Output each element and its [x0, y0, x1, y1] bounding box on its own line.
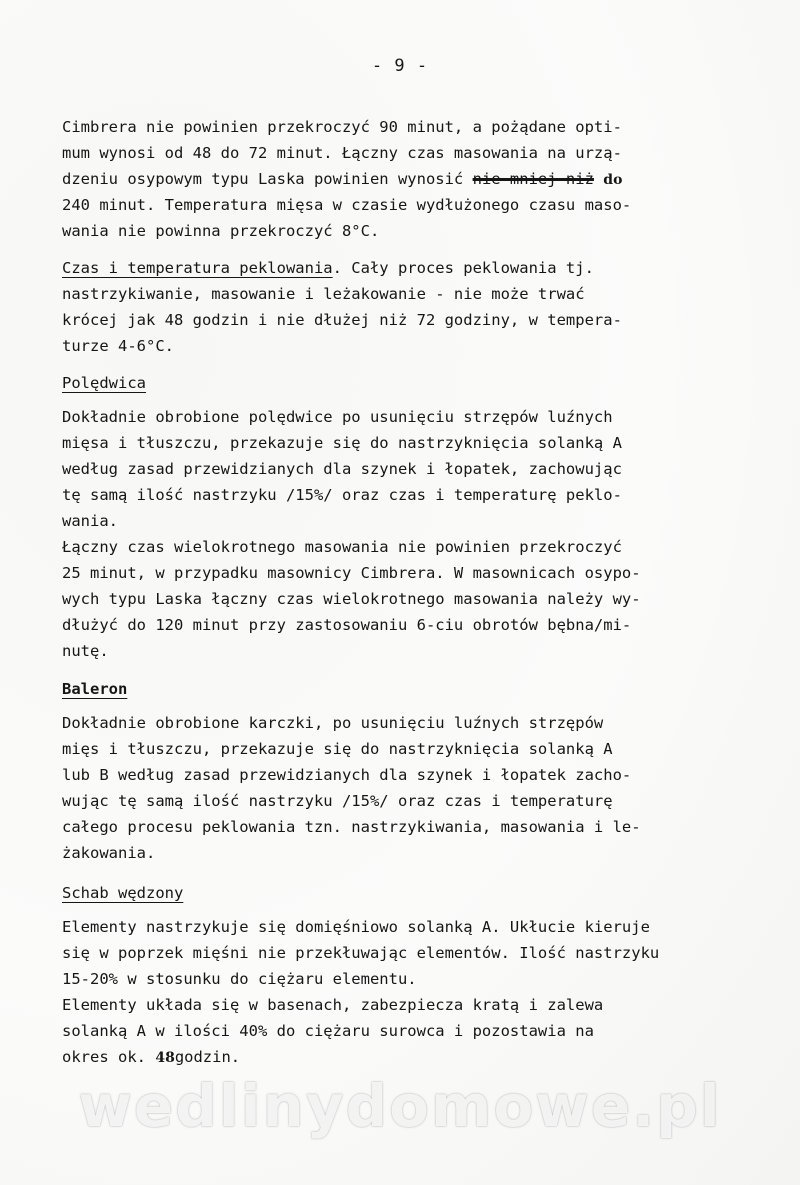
- text-fragment: dzeniu osypowym typu Laska powinien wynosić: [62, 170, 473, 188]
- text-line: Elementy układa się w basenach, zabezpiecza kratą i zalewa: [62, 996, 604, 1014]
- text-line: mięsa i tłuszczu, przekazuje się do nastrzyknięcia solanką A: [62, 434, 622, 452]
- text-line: wych typu Laska łączny czas wielokrotnego masowania należy wy-: [62, 590, 641, 608]
- text-line: Elementy nastrzykuje się domięśniowo solanką A. Ukłucie kieruje: [62, 918, 650, 936]
- text-line: wania nie powinna przekroczyć 8°C.: [62, 222, 380, 240]
- text-line: nutę.: [62, 642, 109, 660]
- baleron-body: [62, 710, 722, 866]
- text-line: Dokładnie obrobione polędwice po usunięciu strzępów luźnych: [62, 408, 613, 426]
- text-line: nastrzykiwanie, masowanie i leżakowanie - nie może trwać: [62, 285, 585, 303]
- section-heading: Schab wędzony: [62, 884, 184, 902]
- poledwica-body: [62, 404, 722, 664]
- text-line: [62, 166, 722, 192]
- text-line: lub B według zasad przewidzianych dla szynek i łopatek zacho-: [62, 766, 632, 784]
- text-line: dłużyć do 120 minut przy zastosowaniu 6-ciu obrotów bębna/mi-: [62, 616, 632, 634]
- text-line: mięs i tłuszczu, przekazuje się do nastrzyknięcia solanką A: [62, 740, 613, 758]
- handwritten-number: 48: [155, 1050, 175, 1066]
- text-fragment: okres ok.: [62, 1048, 156, 1066]
- text-line: Dokładnie obrobione karczki, po usunięciu luźnych strzępów: [62, 714, 604, 732]
- page-number: - 9 -: [371, 56, 429, 76]
- curing-paragraph: [62, 255, 722, 359]
- section-schab: [62, 878, 722, 908]
- section-heading-row: [62, 674, 722, 704]
- text-line: całego procesu peklowania tzn. nastrzykiwania, masowania i le-: [62, 818, 641, 836]
- handwritten-correction: do: [603, 172, 623, 188]
- text-line: krócej jak 48 godzin i nie dłużej niż 72 godziny, w tempera-: [62, 311, 622, 329]
- text-line: solanką A w ilości 40% do ciężaru surowca i pozostawia na: [62, 1022, 594, 1040]
- text-line: według zasad przewidzianych dla szynek i łopatek, zachowując: [62, 460, 622, 478]
- text-line: wując tę samą ilość nastrzyku /15%/ oraz czas i temperaturę: [62, 792, 613, 810]
- text-fragment: . Cały proces peklowania tj.: [332, 259, 594, 277]
- text-line: 240 minut. Temperatura mięsa w czasie wydłużonego czasu maso-: [62, 196, 632, 214]
- text-line: Łączny czas wielokrotnego masowania nie powinien przekroczyć: [62, 538, 622, 556]
- text-line: Cimbrera nie powinien przekroczyć 90 minut, a pożądane opti-: [62, 118, 622, 136]
- text-line: mum wynosi od 48 do 72 minut. Łączny czas masowania na urzą-: [62, 144, 622, 162]
- section-poledwica: [62, 368, 722, 398]
- section-heading-row: [62, 878, 722, 908]
- schab-body: [62, 914, 722, 1070]
- intro-paragraph: [62, 114, 722, 244]
- text-line: turze 4-6°C.: [62, 337, 174, 355]
- section-heading: Polędwica: [62, 374, 146, 392]
- text-fragment: godzin.: [174, 1048, 241, 1066]
- section-heading: Baleron: [62, 680, 128, 698]
- text-line: wania.: [62, 512, 118, 530]
- section-heading-row: [62, 368, 722, 398]
- struck-text: nie mniej niż: [472, 170, 594, 188]
- text-line: tę samą ilość nastrzyku /15%/ oraz czas i temperaturę peklo-: [62, 486, 622, 504]
- text-line: żakowania.: [62, 844, 156, 862]
- text-line: 15-20% w stosunku do ciężaru elementu.: [62, 970, 417, 988]
- section-baleron: [62, 674, 722, 704]
- section-heading: Czas i temperatura peklowania: [62, 259, 333, 277]
- text-line: 25 minut, w przypadku masownicy Cimbrera. W masownicach osypo-: [62, 564, 641, 582]
- text-line: się w poprzek mięśni nie przekłuwając elementów. Ilość nastrzyku: [62, 944, 660, 962]
- watermark: wedlinydomowe.pl: [78, 1072, 722, 1140]
- text-line: [62, 1044, 722, 1070]
- text-line: [62, 255, 722, 281]
